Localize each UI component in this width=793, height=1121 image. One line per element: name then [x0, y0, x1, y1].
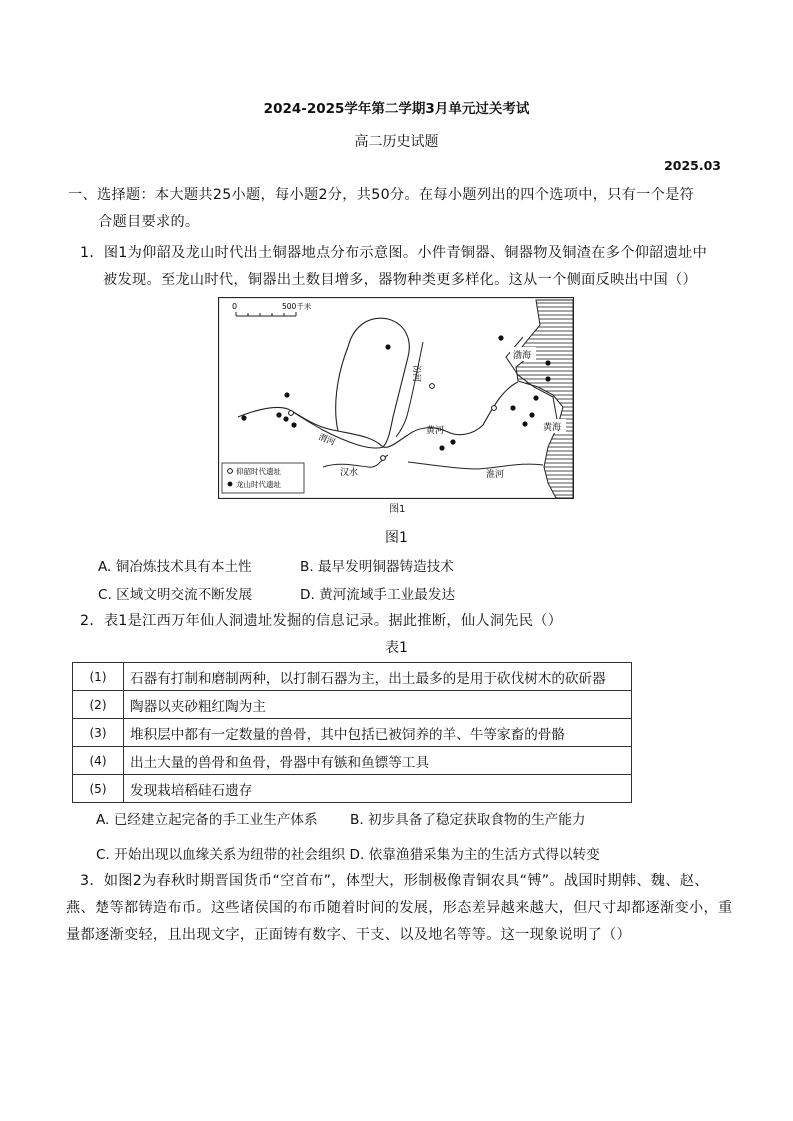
scale-zero: 0: [232, 302, 238, 311]
longshan-site: [276, 412, 281, 417]
longshan-site: [510, 405, 515, 410]
huanghai-label: 黄海: [543, 423, 562, 433]
longshan-site: [385, 344, 390, 349]
table-row: [73, 719, 632, 747]
exam-title: 2024-2025学年第二学期3月单元过关考试: [263, 101, 530, 117]
legend-longshan: 龙山时代遗址: [236, 480, 281, 489]
subject-title: 高二历史试题: [354, 134, 439, 150]
huai-river-label: 淮河: [486, 470, 505, 480]
table-row: [73, 747, 632, 775]
yangshao-site: [492, 406, 497, 411]
longshan-site: [241, 415, 246, 420]
row-number: (5): [73, 775, 124, 803]
yangshao-site: [289, 411, 294, 416]
longshan-site: [533, 395, 538, 400]
map-inner-caption: 图1: [389, 504, 406, 515]
q3-stem-line3: 量都逐渐变轻，且出现文字，正面铸有数字、干支、以及地名等等。这一现象说明了（）: [66, 927, 632, 943]
fen-river-label: 汾河: [411, 365, 421, 383]
row-text: 石器有打制和磨制两种，以打制石器为主，出土最多的是用于砍伐树木的砍斫器: [124, 663, 632, 691]
longshan-site: [545, 360, 550, 365]
yangshao-site: [430, 384, 435, 389]
longshan-site: [522, 421, 527, 426]
q3-stem-line2: 燕、楚等都铸造布币。这些诸侯国的布币随着时间的发展，形态差异越来越大，但尺寸却都逐渐变小，重: [66, 900, 733, 916]
table-row: [73, 775, 632, 803]
q2-option-b[interactable]: B. 初步具备了稳定获取食物的生产能力: [350, 812, 586, 828]
table1: [72, 662, 632, 803]
row-text: 陶器以夹砂粗红陶为主: [124, 691, 632, 719]
q1-option-d[interactable]: D. 黄河流域手工业最发达: [300, 587, 456, 603]
exam-date: 2025.03: [664, 158, 721, 173]
row-number: (4): [73, 747, 124, 775]
table-row: [73, 663, 632, 691]
wei-river-label: 渭河: [316, 432, 337, 449]
longshan-site: [450, 439, 455, 444]
q1-stem-line2: 被发现。至龙山时代，铜器出土数目增多，器物种类更多样化。这从一个侧面反映出中国（）: [103, 272, 697, 288]
han-river-label: 汉水: [340, 468, 359, 478]
row-number: (3): [73, 719, 124, 747]
q3-stem-line1: 3．如图2为春秋时期晋国货币“空首布”，体型大，形制极像青铜农具“镈”。战国时期韩、魏、赵、: [80, 873, 709, 889]
legend-yangshao: 仰韶时代遗址: [236, 467, 281, 476]
copper-sites-map: [218, 297, 574, 499]
figure1-caption: 图1: [385, 530, 408, 546]
row-number: (1): [73, 663, 124, 691]
bohai-label: 渤海: [513, 351, 532, 361]
q2-option-cd[interactable]: C. 开始出现以血缘关系为纽带的社会组织 D. 依靠渔猎采集为主的生活方式得以转变: [96, 847, 600, 863]
longshan-site: [529, 412, 534, 417]
q2-option-a[interactable]: A. 已经建立起完备的手工业生产体系: [96, 812, 318, 828]
longshan-site: [545, 376, 550, 381]
row-text: 发现栽培稻硅石遗存: [124, 775, 632, 803]
longshan-site: [283, 416, 288, 421]
table-row: [73, 691, 632, 719]
yangshao-site: [381, 456, 386, 461]
row-text: 出土大量的兽骨和鱼骨，骨器中有镞和鱼镖等工具: [124, 747, 632, 775]
yellow-river-label: 黄河: [426, 426, 445, 436]
longshan-site: [291, 422, 296, 427]
longshan-site: [439, 445, 444, 450]
q1-stem-line1: 1．图1为仰韶及龙山时代出土铜器地点分布示意图。小件青铜器、铜器物及铜渣在多个仰韶遗址中: [80, 245, 708, 261]
row-number: (2): [73, 691, 124, 719]
scale-label: 500千米: [282, 302, 312, 311]
longshan-site: [284, 392, 289, 397]
section-heading-line1: 一、选择题：本大题共25小题，每小题2分，共50分。在每小题列出的四个选项中，只有一个是符: [68, 187, 695, 203]
q1-option-b[interactable]: B. 最早发明铜器铸造技术: [300, 559, 454, 575]
q2-stem: 2．表1是江西万年仙人洞遗址发掘的信息记录。据此推断，仙人洞先民（）: [80, 613, 563, 629]
row-text: 堆积层中都有一定数量的兽骨，其中包括已被饲养的羊、牛等家畜的骨骼: [124, 719, 632, 747]
section-heading-line2: 合题目要求的。: [98, 214, 200, 230]
q1-option-c[interactable]: C. 区域文明交流不断发展: [98, 587, 253, 603]
q1-option-a[interactable]: A. 铜冶炼技术具有本土性: [98, 559, 252, 575]
longshan-site: [498, 335, 503, 340]
table1-caption: 表1: [385, 640, 408, 656]
